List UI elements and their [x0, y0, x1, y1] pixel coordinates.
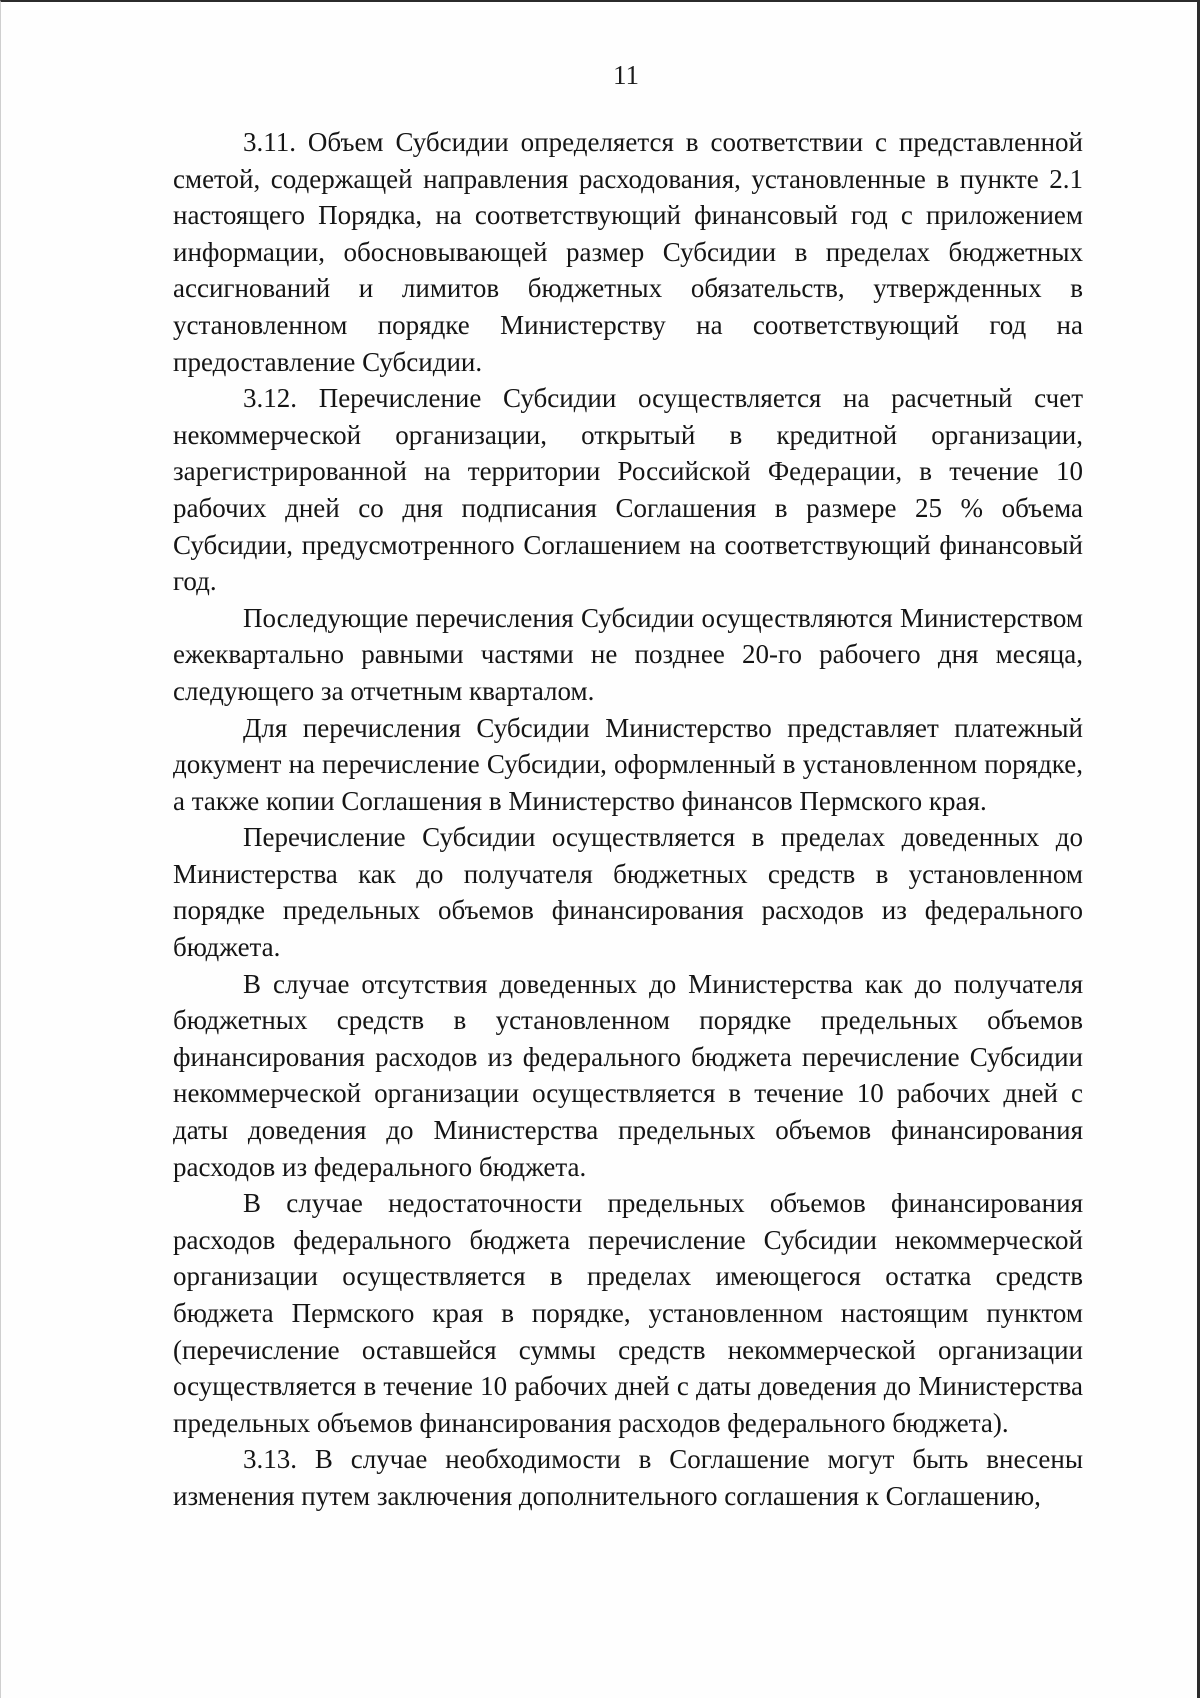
paragraph-3-11: 3.11. Объем Субсидии определяется в соответствии с представленной сметой, содержащей направления расходования, установленные в пункте 2.1 настоящего Порядка, на соответствующий финансовый год с приложением информации, обосновывающей размер Субсидии в пределах бюджетных ассигнований и лимитов бюджетных обязательств, утвержденных в установленном порядке Министерству на соответствующий год на предоставление Субсидии. — [173, 127, 1083, 377]
paragraph-payment-document: Для перечисления Субсидии Министерство представляет платежный документ на перечисление Субсидии, оформленный в установленном порядке, а также копии Соглашения в Министерство финансов Пермского края. — [173, 712, 1083, 816]
document-body — [173, 124, 1083, 1515]
paragraph-absence-of-limits: В случае отсутствия доведенных до Министерства как до получателя бюджетных средств в установленном порядке предельных объемов финансирования расходов из федерального бюджета перечисление Субсидии некоммерческой организации осуществляется в течение 10 рабочих дней с даты доведения до Министерства предельных объемов финансирования расходов из федерального бюджета. — [173, 968, 1083, 1182]
paragraph-insufficient-limits: В случае недостаточности предельных объемов финансирования расходов федерального бюджета перечисление Субсидии некоммерческой организации осуществляется в пределах имеющегося остатка средств бюджета Пермского края в порядке, установленном настоящим пунктом (перечисление оставшейся суммы средств некоммерческой организации осуществляется в течение 10 рабочих дней с даты доведения до Министерства предельных объемов финансирования расходов федерального бюджета). — [173, 1188, 1083, 1438]
paragraph-transfer-limits: Перечисление Субсидии осуществляется в пределах доведенных до Министерства как до получателя бюджетных средств в установленном порядке предельных объемов финансирования расходов из федерального бюджета. — [173, 822, 1083, 963]
paragraph-subsequent-transfers: Последующие перечисления Субсидии осуществляются Министерством ежеквартально равными частями не позднее 20-го рабочего дня месяца, следующего за отчетным кварталом. — [173, 602, 1083, 706]
page-number: 11 — [613, 60, 639, 90]
paragraph-3-13: 3.13. В случае необходимости в Соглашение могут быть внесены изменения путем заключения дополнительного соглашения к Соглашению, — [173, 1444, 1083, 1511]
paragraph-3-12: 3.12. Перечисление Субсидии осуществляется на расчетный счет некоммерческой организации, открытый в кредитной организации, зарегистрированной на территории Российской Федерации, в течение 10 рабочих дней со дня подписания Соглашения в размере 25 % объема Субсидии, предусмотренного Соглашением на соответствующий финансовый год. — [173, 383, 1083, 597]
